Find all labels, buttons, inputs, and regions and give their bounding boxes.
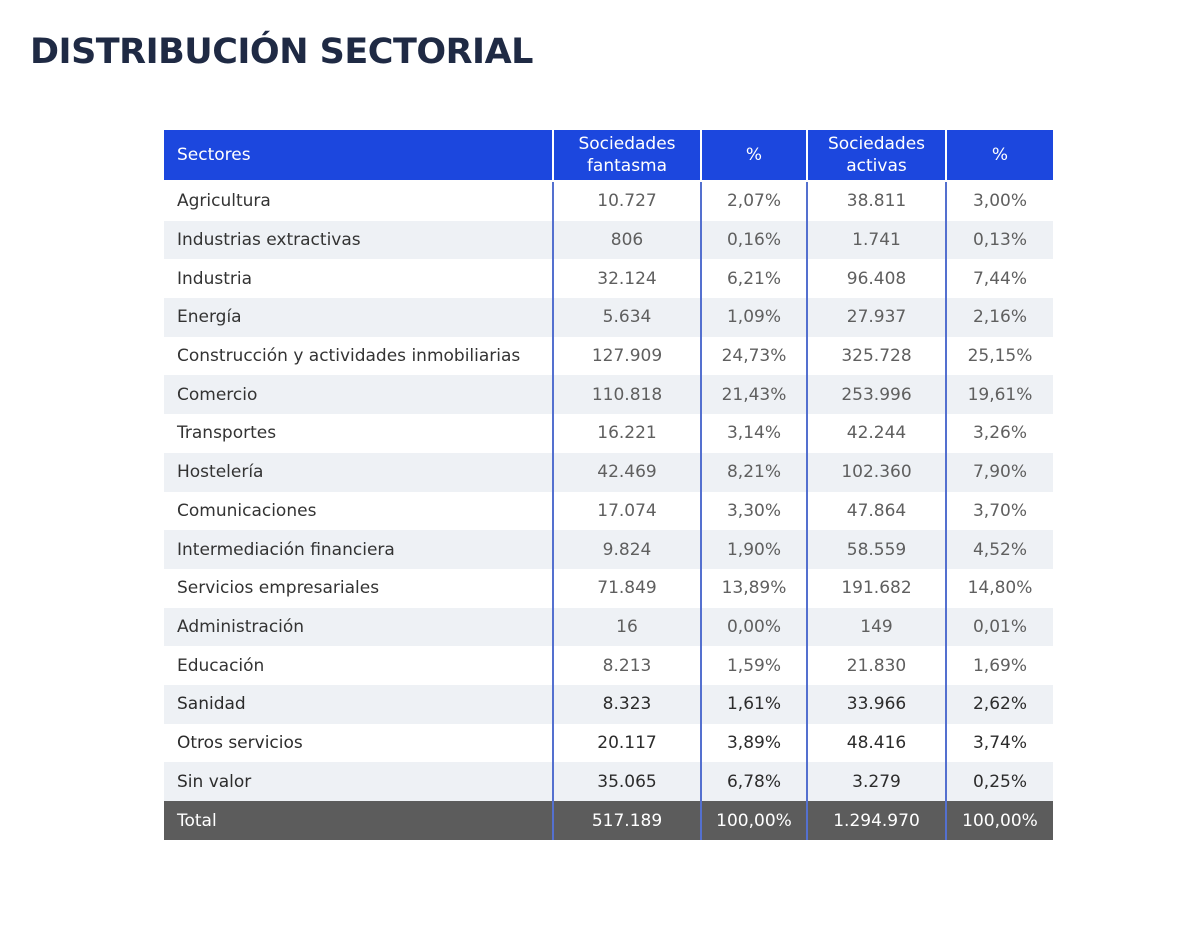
table-row: [164, 724, 1053, 763]
table-body: [164, 181, 1053, 840]
cell-fantasma: 42.469: [553, 453, 701, 492]
cell-pct-fantasma: 8,21%: [701, 453, 807, 492]
cell-pct-fantasma: 0,16%: [701, 221, 807, 260]
cell-pct-activas: 2,62%: [946, 685, 1053, 724]
table-row: [164, 414, 1053, 453]
cell-pct-activas: 1,69%: [946, 646, 1053, 685]
cell-activas: 191.682: [807, 569, 946, 608]
cell-pct-activas: 2,16%: [946, 298, 1053, 337]
cell-sector: Industrias extractivas: [164, 221, 553, 260]
table-header: [164, 130, 1053, 181]
cell-activas: 42.244: [807, 414, 946, 453]
cell-sector: Educación: [177, 655, 265, 676]
cell-fantasma: 5.634: [553, 298, 701, 337]
cell-fantasma: 71.849: [553, 569, 701, 608]
total-label: Total: [164, 801, 553, 840]
table-row: [164, 181, 1053, 221]
cell-pct-fantasma: 6,21%: [701, 259, 807, 298]
cell-pct-fantasma: 0,00%: [701, 608, 807, 647]
total-pct-fantasma: 100,00%: [701, 801, 807, 840]
cell-activas: 33.966: [807, 685, 946, 724]
cell-sector: Comunicaciones: [177, 500, 317, 521]
cell-pct-fantasma: 1,09%: [701, 298, 807, 337]
cell-pct-activas: 3,00%: [946, 181, 1053, 221]
cell-pct-fantasma: 3,30%: [701, 492, 807, 531]
cell-sector: Energía: [164, 298, 553, 337]
total-pct-activas: 100,00%: [946, 801, 1053, 840]
cell-fantasma: 110.818: [553, 375, 701, 414]
total-fantasma: 517.189: [553, 801, 701, 840]
cell-activas: 47.864: [807, 492, 946, 531]
cell-activas: 58.559: [807, 530, 946, 569]
header-sectores-label: Sectores: [177, 145, 251, 165]
cell-pct-activas: 7,90%: [946, 453, 1053, 492]
cell-pct-fantasma: 1,61%: [701, 685, 807, 724]
header-pct-fantasma-label: %: [745, 145, 763, 165]
table-row: [164, 762, 1053, 801]
table-row: [164, 608, 1053, 647]
cell-pct-activas: 3,74%: [946, 724, 1053, 763]
header-sociedades-fantasma-label: Sociedades fantasma: [578, 134, 676, 176]
cell-activas: 325.728: [807, 337, 946, 376]
cell-pct-fantasma: 13,89%: [701, 569, 807, 608]
cell-pct-fantasma: 3,89%: [701, 724, 807, 763]
cell-fantasma: 32.124: [553, 259, 701, 298]
cell-activas: 253.996: [807, 375, 946, 414]
cell-activas: 149: [807, 608, 946, 647]
cell-pct-fantasma: 3,14%: [701, 414, 807, 453]
table-row: [164, 530, 1053, 569]
cell-pct-activas: 0,01%: [946, 608, 1053, 647]
cell-activas: 21.830: [807, 646, 946, 685]
cell-fantasma: 16: [553, 608, 701, 647]
cell-fantasma: 20.117: [553, 724, 701, 763]
total-row: [164, 801, 1053, 840]
table-row: [164, 298, 1053, 337]
page-title: DISTRIBUCIÓN SECTORIAL: [30, 32, 533, 72]
cell-sector: Servicios empresariales: [177, 578, 380, 599]
cell-pct-fantasma: 21,43%: [701, 375, 807, 414]
header-sociedades-activas-label: Sociedades activas: [827, 134, 926, 176]
cell-fantasma: 8.213: [553, 646, 701, 685]
cell-fantasma: 35.065: [553, 762, 701, 801]
cell-activas: 48.416: [807, 724, 946, 763]
cell-activas: 102.360: [807, 453, 946, 492]
cell-sector: Otros servicios: [177, 732, 303, 753]
header-sociedades-fantasma: [553, 130, 701, 181]
cell-activas: 1.741: [807, 221, 946, 260]
table-row: [164, 375, 1053, 414]
cell-fantasma: 8.323: [553, 685, 701, 724]
cell-pct-activas: 3,70%: [946, 492, 1053, 531]
cell-pct-activas: 4,52%: [946, 530, 1053, 569]
header-pct-fantasma: [701, 130, 807, 181]
cell-sector: Industria: [177, 268, 253, 289]
cell-fantasma: 16.221: [553, 414, 701, 453]
cell-activas: 3.279: [807, 762, 946, 801]
cell-pct-fantasma: 1,59%: [701, 646, 807, 685]
header-pct-activas: [946, 130, 1053, 181]
cell-sector: Intermediación financiera: [164, 530, 553, 569]
cell-sector: Agricultura: [177, 191, 271, 212]
table-row: [164, 259, 1053, 298]
header-pct-activas-label: %: [991, 145, 1009, 165]
cell-pct-fantasma: 24,73%: [701, 337, 807, 376]
table-row: [164, 221, 1053, 260]
cell-pct-fantasma: 1,90%: [701, 530, 807, 569]
cell-sector: Sanidad: [164, 685, 553, 724]
table-row: [164, 569, 1053, 608]
cell-sector: Transportes: [177, 423, 277, 444]
cell-pct-activas: 19,61%: [946, 375, 1053, 414]
cell-pct-activas: 3,26%: [946, 414, 1053, 453]
cell-activas: 27.937: [807, 298, 946, 337]
sector-distribution-table-wrapper: [164, 130, 1053, 840]
cell-pct-activas: 7,44%: [946, 259, 1053, 298]
cell-pct-fantasma: 2,07%: [701, 181, 807, 221]
table-row: [164, 337, 1053, 376]
cell-pct-fantasma: 6,78%: [701, 762, 807, 801]
cell-fantasma: 806: [553, 221, 701, 260]
table-row: [164, 492, 1053, 531]
cell-sector: Sin valor: [164, 762, 553, 801]
cell-pct-activas: 25,15%: [946, 337, 1053, 376]
total-activas: 1.294.970: [807, 801, 946, 840]
table-row: [164, 646, 1053, 685]
table-row: [164, 453, 1053, 492]
cell-fantasma: 10.727: [553, 181, 701, 221]
cell-pct-activas: 14,80%: [946, 569, 1053, 608]
cell-sector: Administración: [164, 608, 553, 647]
cell-activas: 38.811: [807, 181, 946, 221]
cell-sector: Comercio: [164, 375, 553, 414]
cell-sector: Hostelería: [164, 453, 553, 492]
cell-fantasma: 17.074: [553, 492, 701, 531]
cell-fantasma: 127.909: [553, 337, 701, 376]
cell-fantasma: 9.824: [553, 530, 701, 569]
cell-sector: Construcción y actividades inmobiliarias: [177, 346, 521, 367]
header-sociedades-activas: [807, 130, 946, 181]
header-row: [164, 130, 1053, 181]
cell-activas: 96.408: [807, 259, 946, 298]
table-row: [164, 685, 1053, 724]
header-sectores: [164, 130, 553, 181]
sector-distribution-table: [164, 130, 1053, 840]
cell-pct-activas: 0,13%: [946, 221, 1053, 260]
cell-pct-activas: 0,25%: [946, 762, 1053, 801]
